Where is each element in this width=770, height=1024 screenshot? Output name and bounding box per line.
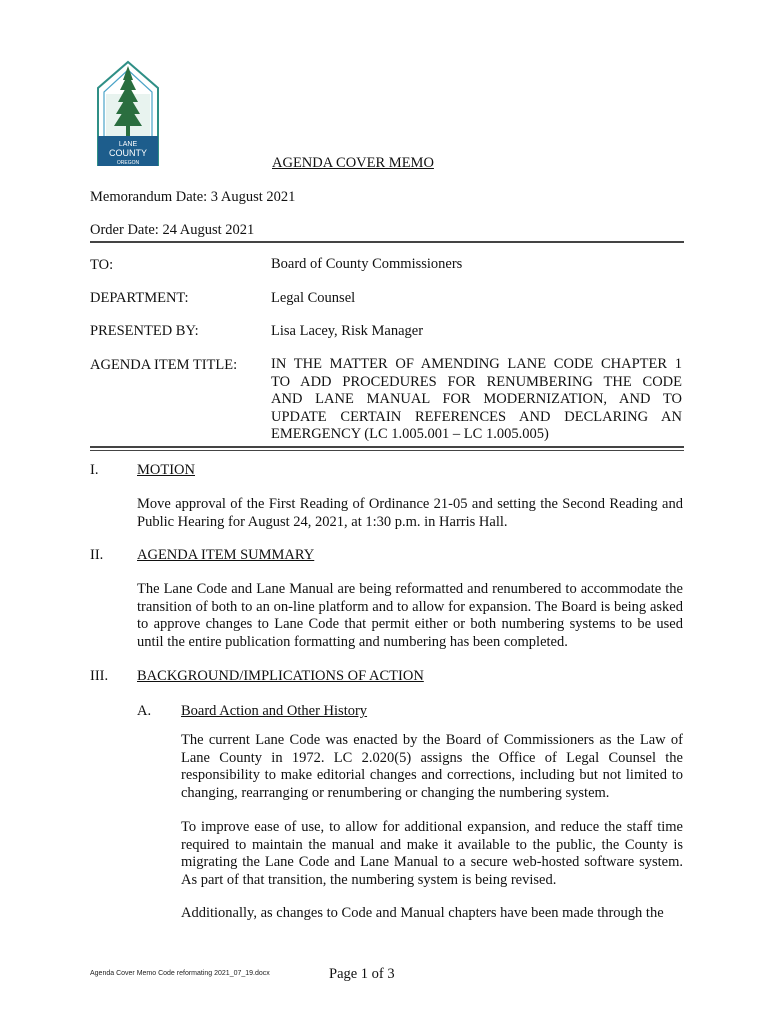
item-title-line: IN THE MATTER OF AMENDING LANE CODE CHAPTER 1	[271, 356, 682, 372]
page-number: Page 1 of 3	[329, 966, 395, 982]
section-2-title: AGENDA ITEM SUMMARY	[137, 547, 315, 563]
logo-text-lane: LANE	[118, 141, 138, 148]
tree-logo-icon	[90, 58, 166, 174]
presented-by-label: PRESENTED BY:	[90, 323, 199, 339]
bottom-rule-thick	[90, 446, 684, 448]
logo-text-oregon: OREGON	[116, 160, 140, 166]
section-3a-title: Board Action and Other History	[181, 703, 368, 719]
item-title-line: EMERGENCY (LC 1.005.001 – LC 1.005.005)	[271, 426, 549, 443]
section-1-text: Move approval of the First Reading of Ordinance 21-05 and setting the Second Reading and Public Hearing for August 24, 2021, at 1:30 p.m. in Harris Hall.	[137, 496, 683, 530]
section-1-title: MOTION	[137, 462, 195, 478]
to-value: Board of County Commissioners	[271, 256, 463, 272]
lane-county-logo	[90, 58, 166, 174]
section-2-number: II.	[90, 547, 104, 563]
section-3a-number: A.	[137, 703, 152, 719]
order-date: Order Date: 24 August 2021	[90, 222, 255, 238]
item-title-line: TO ADD PROCEDURES FOR RENUMBERING THE CODE	[271, 373, 682, 390]
section-3-title: BACKGROUND/IMPLICATIONS OF ACTION	[137, 668, 424, 684]
section-1-number: I.	[90, 462, 99, 478]
agenda-item-title-value	[271, 356, 682, 444]
memo-title: AGENDA COVER MEMO	[272, 155, 434, 171]
department-label: DEPARTMENT:	[90, 290, 189, 306]
presented-by-value: Lisa Lacey, Risk Manager	[271, 323, 424, 339]
item-title-line: UPDATE CERTAIN REFERENCES AND DECLARING AN	[271, 408, 682, 425]
section-3a-paragraph-3: Additionally, as changes to Code and Manual chapters have been made through the	[181, 905, 664, 921]
agenda-item-title-label: AGENDA ITEM TITLE:	[90, 357, 238, 373]
item-title-line: AND LANE MANUAL FOR MODERNIZATION, AND TO	[271, 391, 682, 408]
to-label: TO:	[90, 257, 114, 273]
memo-date: Memorandum Date: 3 August 2021	[90, 189, 296, 205]
logo-text-county: COUNTY	[109, 148, 147, 158]
section-3-number: III.	[90, 668, 109, 684]
bottom-rule-thin	[90, 450, 684, 451]
section-3a-paragraph-2: To improve ease of use, to allow for additional expansion, and reduce the staff time required to maintain the manual and make it available to the public, the County is migrating the Lane Code and Lane Manual to a secure web-hosted software system. As part of that transition, the numbering system is being revised.	[181, 819, 683, 888]
department-value: Legal Counsel	[271, 290, 356, 306]
section-2-text: The Lane Code and Lane Manual are being reformatted and renumbered to accommodate the transition of both to an on-line platform and to allow for expansion. The Board is being asked to approve changes to Lane Code that permit either or both numbering systems to be used until the entire publication formatting and numbering has been completed.	[137, 581, 683, 650]
section-3a-paragraph-1: The current Lane Code was enacted by the Board of Commissioners as the Law of Lane County in 1972. LC 2.020(5) assigns the Office of Legal Counsel the responsibility to make editorial changes and corrections, including but not limited to changing, rearranging or renumbering or changing the numbering system.	[181, 732, 683, 801]
top-rule	[90, 241, 684, 243]
footer-filename: Agenda Cover Memo Code reformating 2021_07_19.docx	[90, 970, 270, 977]
